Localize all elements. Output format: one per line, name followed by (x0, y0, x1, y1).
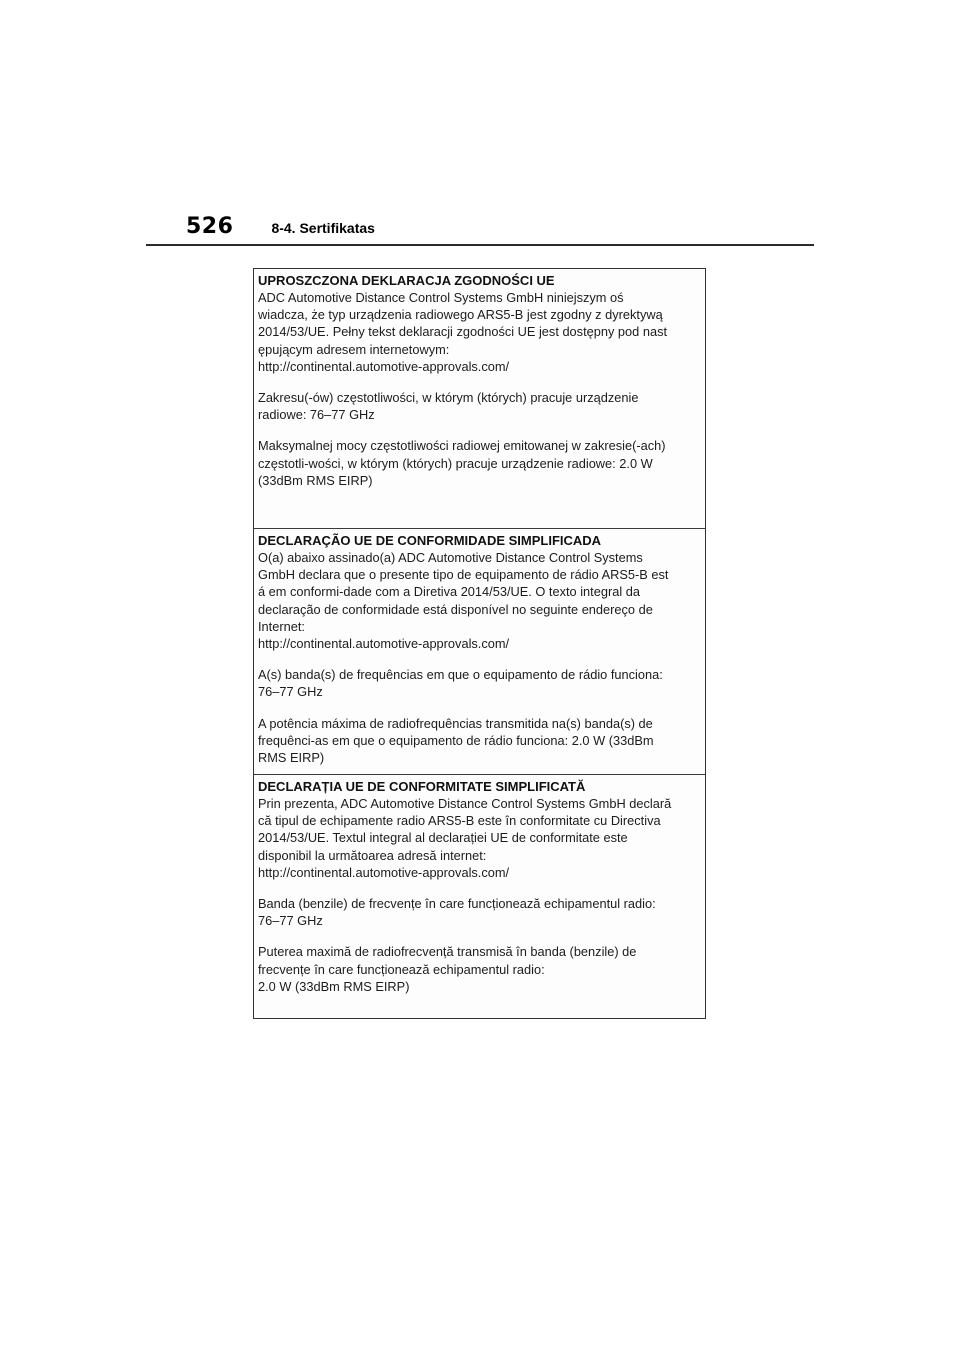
bottom-strip (254, 1014, 705, 1018)
url-line: http://continental.automotive-approvals.com/ (258, 358, 510, 374)
text-line: 2014/53/UE. Textul integral al declarației UE de conformitate este (258, 830, 628, 846)
declaration-statement-romanian (258, 795, 702, 881)
text-line: Zakresu(-ów) częstotliwości, w którym (których) pracuje urządzenie (258, 390, 639, 406)
text-line: Internet: (258, 618, 305, 634)
text-line: ępującym adresem internetowym: (258, 341, 450, 357)
text-line: disponibil la următoarea adresă internet: (258, 847, 487, 863)
text-line: O(a) abaixo assinado(a) ADC Automotive Distance Control Systems (258, 550, 643, 565)
declaration-heading-polish: UPROSZCZONA DEKLARACJA ZGODNOŚCI UE (258, 273, 555, 288)
declaration-portuguese (254, 528, 705, 774)
page-number: 526 (186, 214, 234, 239)
declaration-statement-portuguese (258, 549, 702, 652)
url-line: http://continental.automotive-approvals.com/ (258, 864, 510, 880)
text-line: á em conformi-dade com a Diretiva 2014/53/UE. O texto integral da (258, 584, 640, 600)
declaration-statement-polish (258, 289, 702, 375)
text-line: Prin prezenta, ADC Automotive Distance Control Systems GmbH declară (258, 796, 672, 811)
text-line: 2014/53/UE. Pełny tekst deklaracji zgodności UE jest dostępny pod nast (258, 324, 668, 340)
page-header (186, 214, 375, 244)
text-line: frecvențe în care funcționează echipamentul radio: (258, 961, 545, 977)
text-line: Banda (benzile) de frecvențe în care funcționează echipamentul radio: (258, 896, 656, 912)
text-line: wiadcza, że typ urządzenia radiowego ARS5-B jest zgodny z dyrektywą (258, 307, 663, 323)
declaration-polish (254, 269, 705, 528)
text-line: radiowe: 76–77 GHz (258, 407, 375, 423)
text-line: 76–77 GHz (258, 913, 323, 929)
header-rule (146, 244, 814, 246)
declaration-heading-romanian: DECLARAȚIA UE DE CONFORMITATE SIMPLIFICATĂ (258, 779, 586, 794)
text-line: A potência máxima de radiofrequências transmitida na(s) banda(s) de (258, 715, 653, 731)
max-power-romanian (258, 943, 702, 995)
declaration-romanian (254, 774, 705, 1018)
text-line: częstotli-wości, w którym (których) pracuje urządzenie radiowe: 2.0 W (258, 455, 653, 471)
text-line: declaração de conformidade está disponível no seguinte endereço de (258, 601, 653, 617)
text-line: GmbH declara que o presente tipo de equipamento de rádio ARS5-B est (258, 567, 669, 583)
url-line: http://continental.automotive-approvals.com/ (258, 636, 510, 652)
text-line: (33dBm RMS EIRP) (258, 472, 373, 488)
frequency-band-polish (258, 389, 702, 423)
text-line: Puterea maximă de radiofrecvență transmisă în banda (benzile) de (258, 944, 637, 960)
text-line: 2.0 W (33dBm RMS EIRP) (258, 978, 410, 994)
max-power-portuguese (258, 715, 702, 767)
max-power-polish (258, 437, 702, 489)
declaration-heading-portuguese: DECLARAÇÃO UE DE CONFORMIDADE SIMPLIFICADA (258, 533, 602, 548)
section-title: 8-4. Sertifikatas (271, 220, 375, 236)
text-line: RMS EIRP) (258, 750, 325, 766)
text-line: 76–77 GHz (258, 684, 323, 700)
text-line: că tipul de echipamente radio ARS5-B este în conformitate cu Directiva (258, 813, 661, 829)
frequency-band-portuguese (258, 666, 702, 700)
text-line: A(s) banda(s) de frequências em que o equipamento de rádio funciona: (258, 667, 663, 683)
frequency-band-romanian (258, 895, 702, 929)
text-line: ADC Automotive Distance Control Systems GmbH niniejszym oś (258, 290, 624, 305)
scanned-declaration-box (253, 268, 706, 1019)
text-line: Maksymalnej mocy częstotliwości radiowej emitowanej w zakresie(-ach) (258, 438, 666, 454)
text-line: frequênci-as em que o equipamento de rádio funciona: 2.0 W (33dBm (258, 732, 654, 748)
